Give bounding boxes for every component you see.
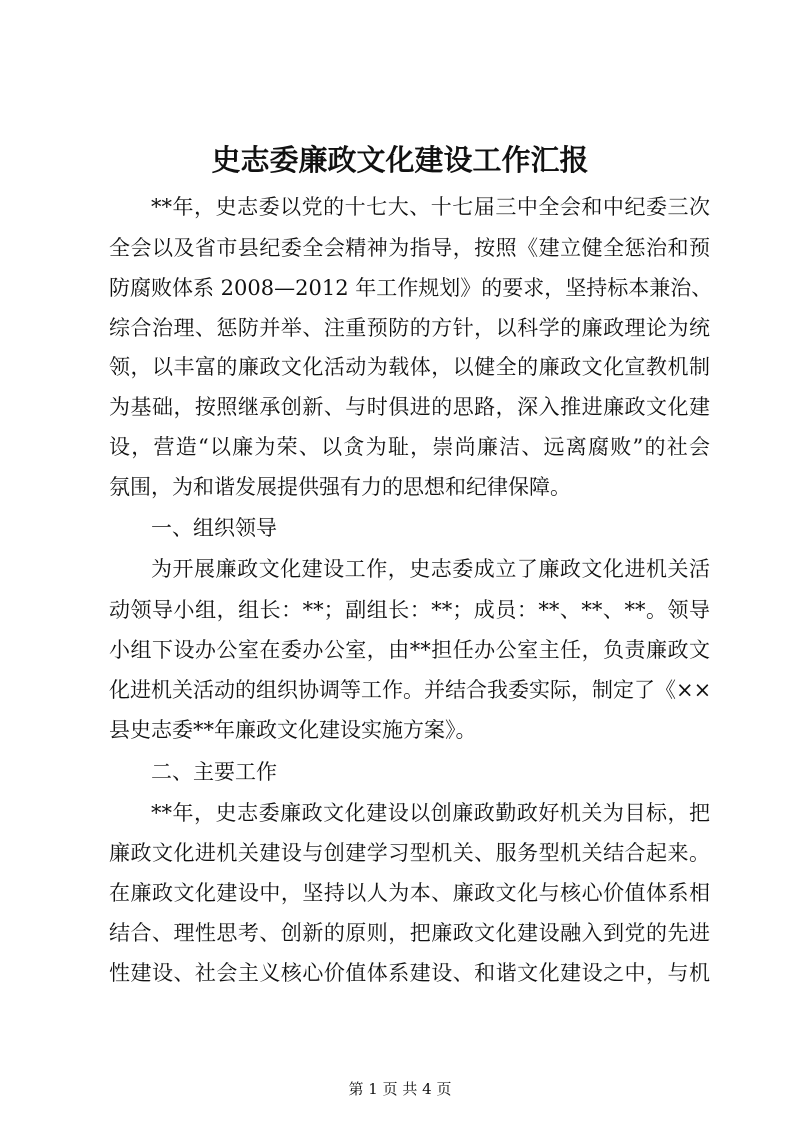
section2-line: **年，史志委廉政文化建设以创廉政勤政好机关为目标，把 xyxy=(151,801,710,825)
section2-line: 在廉政文化建设中，坚持以人为本、廉政文化与核心价值体系相 xyxy=(109,881,710,905)
intro-line: 防腐败体系 2008—2012 年工作规划》的要求，坚持标本兼治、 xyxy=(109,276,713,300)
section-heading-main-work: 二、主要工作 xyxy=(151,760,277,784)
section2-line: 结合、理性思考、创新的原则，把廉政文化建设融入到党的先进 xyxy=(109,921,710,945)
section1-line: 县史志委**年廉政文化建设实施方案》。 xyxy=(109,718,477,742)
section1-line: 为开展廉政文化建设工作，史志委成立了廉政文化进机关活 xyxy=(151,557,710,581)
section-heading-organization: 一、组织领导 xyxy=(151,516,277,540)
section2-line: 性建设、社会主义核心价值体系建设、和谐文化建设之中，与机 xyxy=(109,961,710,985)
intro-line: 为基础，按照继承创新、与时俱进的思路，深入推进廉政文化建 xyxy=(109,395,710,419)
section1-line: 小组下设办公室在委办公室，由**担任办公室主任，负责廉政文 xyxy=(109,638,710,662)
intro-line: 综合治理、惩防并举、注重预防的方针，以科学的廉政理论为统 xyxy=(109,316,710,340)
intro-line: 氛围，为和谐发展提供强有力的思想和纪律保障。 xyxy=(109,475,571,499)
intro-line: 设，营造“以廉为荣、以贪为耻，崇尚廉洁、远离腐败”的社会 xyxy=(109,435,710,459)
section2-line: 廉政文化进机关建设与创建学习型机关、服务型机关结合起来。 xyxy=(109,841,710,865)
intro-line: **年，史志委以党的十七大、十七届三中全会和中纪委三次 xyxy=(151,195,710,219)
page-number-footer: 第 1 页 共 4 页 xyxy=(348,1080,452,1098)
intro-line: 全会以及省市县纪委全会精神为指导，按照《建立健全惩治和预 xyxy=(109,236,710,260)
document-title: 史志委廉政文化建设工作汇报 xyxy=(211,143,589,177)
section1-line: 化进机关活动的组织协调等工作。并结合我委实际，制定了《×× xyxy=(109,678,712,702)
intro-line: 领，以丰富的廉政文化活动为载体，以健全的廉政文化宣教机制 xyxy=(109,355,710,379)
section1-line: 动领导小组，组长：**；副组长：**；成员：**、**、**。领导 xyxy=(109,598,710,622)
